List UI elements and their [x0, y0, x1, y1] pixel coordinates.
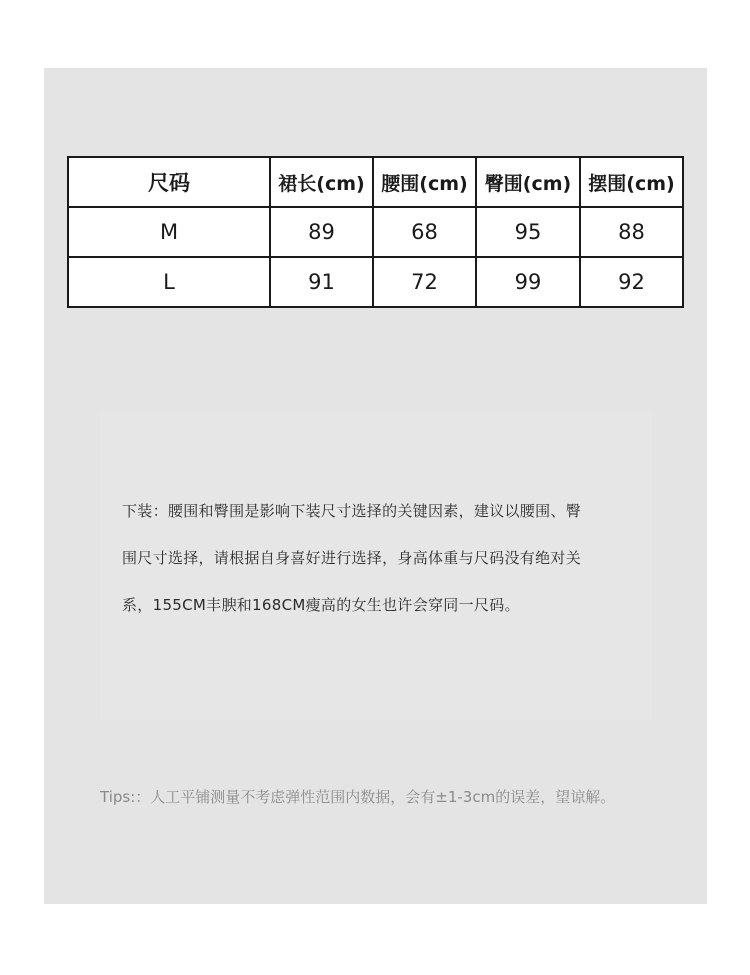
measurement-tips: Tips:：人工平铺测量不考虑弹性范围内数据，会有±1-3cm的误差，望谅解。: [100, 788, 616, 806]
cell-skirt-length: 91: [270, 257, 373, 307]
cell-size: L: [68, 257, 270, 307]
size-advice-box: [100, 410, 652, 720]
table-row: [68, 257, 683, 307]
table-row: [68, 207, 683, 257]
cell-hip: 95: [476, 207, 580, 257]
size-advice-line: 系，155CM丰腴和168CM瘦高的女生也许会穿同一尺码。: [122, 596, 520, 614]
size-chart-panel: [44, 68, 707, 904]
cell-hip: 99: [476, 257, 580, 307]
size-advice-text: [122, 488, 642, 629]
header-hem: 摆围(cm): [580, 157, 683, 207]
cell-waist: 68: [373, 207, 476, 257]
size-advice-line: 下装：腰围和臀围是影响下装尺寸选择的关键因素，建议以腰围、臀: [122, 502, 582, 520]
cell-hem: 88: [580, 207, 683, 257]
cell-skirt-length: 89: [270, 207, 373, 257]
cell-size: M: [68, 207, 270, 257]
size-table: [67, 156, 684, 308]
header-waist: 腰围(cm): [373, 157, 476, 207]
header-hip: 臀围(cm): [476, 157, 580, 207]
table-header-row: [68, 157, 683, 207]
size-advice-line: 围尺寸选择，请根据自身喜好进行选择，身高体重与尺码没有绝对关: [122, 549, 582, 567]
header-skirt-length: 裙长(cm): [270, 157, 373, 207]
cell-hem: 92: [580, 257, 683, 307]
cell-waist: 72: [373, 257, 476, 307]
header-size: 尺码: [68, 157, 270, 207]
